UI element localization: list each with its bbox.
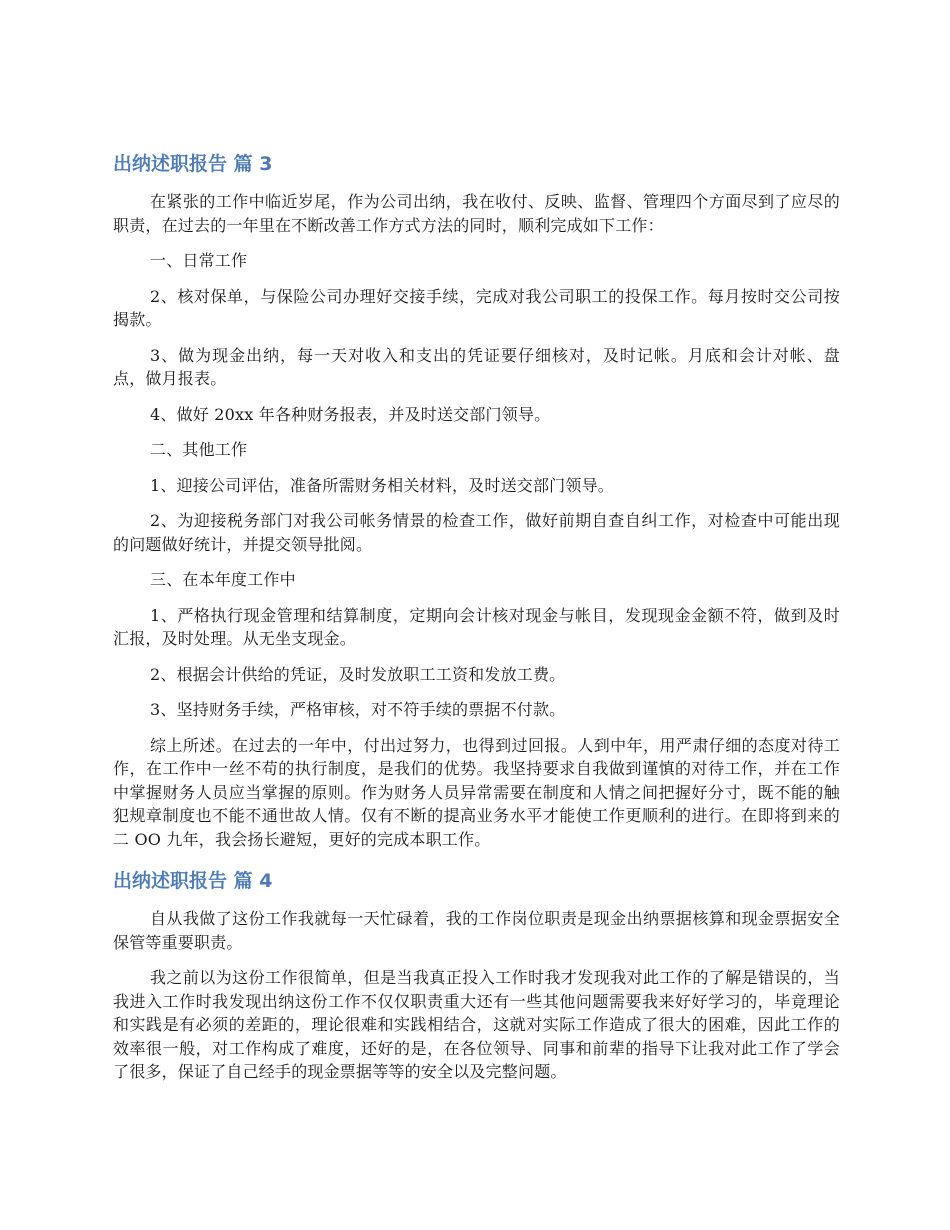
- report-section-4: [113, 867, 840, 1084]
- paragraph: 一、日常工作: [150, 251, 248, 270]
- paragraph: 二、其他工作: [150, 440, 248, 459]
- paragraph: 三、在本年度工作中: [150, 570, 296, 589]
- paragraph: 1、迎接公司评估，准备所需财务相关材料，及时送交部门领导。: [150, 475, 614, 495]
- paragraph: 3、坚持财务手续，严格审核，对不符手续的票据不付款。: [150, 700, 566, 719]
- section-heading: 出纳述职报告 篇 4: [113, 870, 273, 892]
- paragraph: 综上所述。在过去的一年中，付出过努力，也得到过回报。人到中年，用严肃仔细的态度对待工作，在工作中一丝不苟的执行制度，是我们的优势。我坚持要求自我做到谨慎的对待工作，并在工作中掌握财务人员应当掌握的原则。作为财务人员异常需要在制度和人情之间把握好分寸，既不能的触犯规章制度也不能不通世故人情。仅有不断的提高业务水平才能使工作更顺利的进行。在即将到来的二 OO 九年，我会扬长避短，更好的完成本职工作。: [113, 735, 840, 849]
- paragraph: 3、做为现金出纳，每一天对收入和支出的凭证要仔细核对，及时记帐。月底和会计对帐、盘点，做月报表。: [113, 345, 840, 388]
- paragraph: 在紧张的工作中临近岁尾，作为公司出纳，我在收付、反映、监督、管理四个方面尽到了应尽的职责，在过去的一年里在不断改善工作方式方法的同时，顺利完成如下工作：: [113, 192, 840, 235]
- section-heading: 出纳述职报告 篇 3: [113, 153, 273, 175]
- paragraph: 2、为迎接税务部门对我公司帐务情景的检查工作，做好前期自查自纠工作，对检查中可能出现的问题做好统计，并提交领导批阅。: [113, 511, 840, 554]
- paragraph: 自从我做了这份工作我就每一天忙碌着，我的工作岗位职责是现金出纳票据核算和现金票据安全保管等重要职责。: [113, 909, 840, 952]
- report-section-3: [113, 150, 840, 851]
- paragraph: 2、核对保单，与保险公司办理好交接手续，完成对我公司职工的投保工作。每月按时交公司按揭款。: [113, 286, 840, 329]
- paragraph: 1、严格执行现金管理和结算制度，定期向会计核对现金与帐目，发现现金金额不符，做到及时汇报，及时处理。从无坐支现金。: [113, 605, 840, 648]
- paragraph: 2、根据会计供给的凭证，及时发放职工工资和发放工费。: [150, 664, 566, 684]
- paragraph: 4、做好 20xx 年各种财务报表，并及时送交部门领导。: [150, 404, 551, 424]
- paragraph: 我之前以为这份工作很简单，但是当我真正投入工作时我才发现我对此工作的了解是错误的，当我进入工作时我发现出纳这份工作不仅仅职责重大还有一些其他问题需要我来好好学习的，毕竟理论和实践是有必须的差距的，理论很难和实践相结合，这就对实际工作造成了很大的困难，因此工作的效率很一般，对工作构成了难度，还好的是，在各位领导、同事和前辈的指导下让我对此工作了学会了很多，保证了自己经手的现金票据等等的安全以及完整问题。: [113, 968, 840, 1081]
- document-body: [113, 150, 840, 1096]
